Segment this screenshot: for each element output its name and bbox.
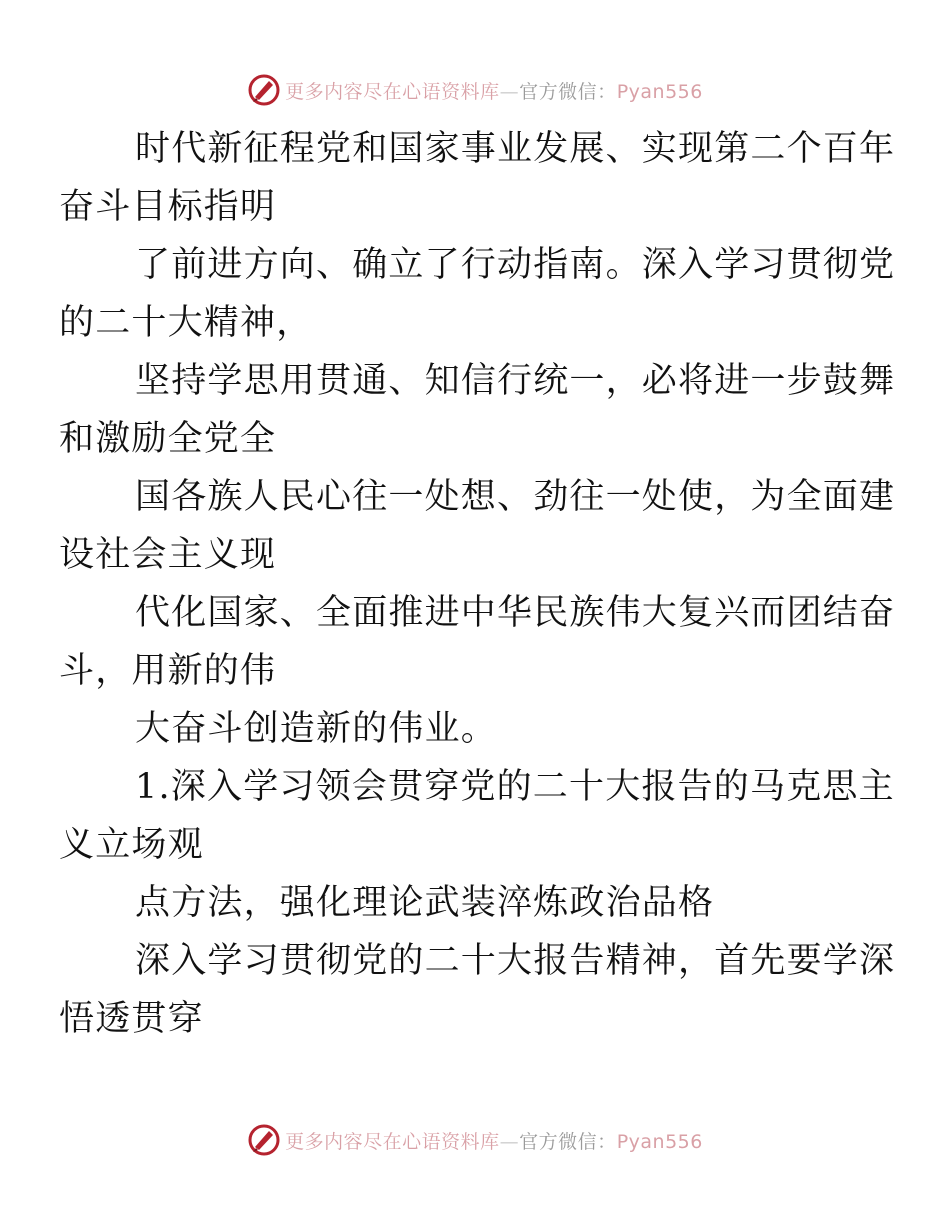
paragraph-line: 国各族人民心往一处想、劲往一处使，为全面建	[135, 477, 896, 517]
section-heading-continued	[97, 874, 857, 932]
watermark-label: 官方微信：	[519, 80, 617, 103]
watermark-site: 更多内容尽在心语资料库	[285, 1130, 500, 1153]
document-body	[59, 120, 896, 1048]
watermark-text	[285, 1127, 703, 1154]
paragraph-line: 大奋斗创造新的伟业。	[135, 709, 498, 749]
watermark-separator: —	[499, 80, 520, 103]
paragraph-line-continued: 义立场观	[59, 825, 204, 865]
watermark-separator: —	[499, 1130, 520, 1153]
paragraph	[59, 584, 896, 700]
section-heading	[59, 758, 895, 874]
paragraph-line: 了前进方向、确立了行动指南。深入学习贯彻党	[135, 245, 896, 285]
paragraph	[59, 932, 896, 1048]
paragraph-line-continued: 和激励全党全	[59, 419, 277, 459]
paragraph	[97, 700, 857, 758]
watermark-site: 更多内容尽在心语资料库	[285, 80, 500, 103]
paragraph-line: 时代新征程党和国家事业发展、实现第二个百年	[135, 129, 896, 169]
footer-watermark	[0, 1120, 950, 1160]
paragraph-line: 深入学习贯彻党的二十大报告精神，首先要学深	[135, 941, 896, 981]
paragraph-line: 坚持学思用贯通、知信行统一，必将进一步鼓舞	[135, 361, 896, 401]
paragraph-line: 1.深入学习领会贯穿党的二十大报告的马克思主	[135, 767, 895, 807]
logo-icon	[247, 1123, 281, 1157]
watermark-text	[285, 77, 703, 104]
paragraph-line-continued: 悟透贯穿	[59, 999, 204, 1039]
paragraph-line-continued: 奋斗目标指明	[59, 187, 277, 227]
paragraph	[59, 352, 896, 468]
paragraph-line-continued: 的二十大精神，	[59, 303, 313, 343]
paragraph	[59, 236, 896, 352]
paragraph-line: 点方法，强化理论武装淬炼政治品格	[135, 883, 715, 923]
watermark-id: Pyan556	[616, 80, 703, 103]
paragraph	[59, 120, 896, 236]
watermark-label: 官方微信：	[519, 1130, 617, 1153]
paragraph-line-continued: 斗，用新的伟	[59, 651, 277, 691]
watermark-id: Pyan556	[616, 1130, 703, 1153]
logo-icon	[247, 73, 281, 107]
header-watermark	[0, 70, 950, 110]
paragraph-line: 代化国家、全面推进中华民族伟大复兴而团结奋	[135, 593, 896, 633]
paragraph	[59, 468, 896, 584]
paragraph-line-continued: 设社会主义现	[59, 535, 277, 575]
